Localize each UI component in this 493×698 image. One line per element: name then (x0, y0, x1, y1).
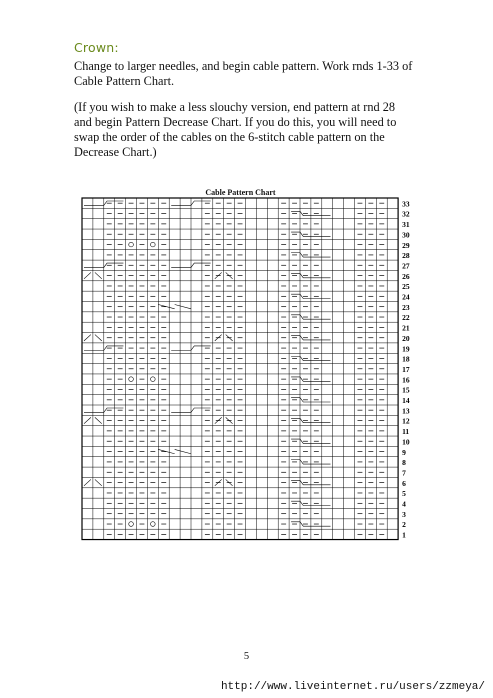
row-number: 10 (402, 437, 410, 447)
row-number: 12 (402, 416, 410, 426)
row-number: 13 (402, 406, 410, 416)
row-number: 4 (402, 499, 406, 509)
cable-pattern-chart (80, 196, 420, 546)
row-number: 18 (402, 354, 410, 364)
row-number: 28 (402, 251, 410, 261)
instructions-paragraph: Change to larger needles, and begin cable pattern. Work rnds 1-33 of Cable Pattern Chart. (74, 59, 413, 88)
row-number: 7 (402, 468, 406, 478)
row-number: 23 (402, 302, 410, 312)
chart-title: Cable Pattern Chart (205, 188, 276, 197)
row-number: 20 (402, 333, 410, 343)
section-heading: Crown: (74, 40, 119, 55)
row-number: 32 (402, 209, 410, 219)
row-number: 1 (402, 530, 406, 540)
row-number: 5 (402, 489, 406, 499)
row-number: 24 (402, 292, 410, 302)
row-number: 3 (402, 509, 406, 519)
row-number: 16 (402, 375, 410, 385)
row-number: 14 (402, 396, 410, 405)
row-number: 6 (402, 478, 406, 488)
row-number: 19 (402, 344, 410, 354)
row-number: 11 (402, 427, 410, 437)
footer-url[interactable]: http://www.liveinternet.ru/users/zzmeya/ (220, 681, 485, 693)
row-number: 33 (402, 199, 410, 209)
row-number: 29 (402, 240, 410, 250)
page-number: 5 (243, 651, 250, 662)
row-number: 2 (402, 520, 406, 530)
row-number: 30 (402, 230, 410, 240)
row-number: 22 (402, 313, 410, 323)
row-number: 31 (402, 220, 410, 230)
row-number: 15 (402, 385, 410, 395)
row-number: 17 (402, 364, 410, 374)
row-number: 8 (402, 458, 406, 468)
note-paragraph: (If you wish to make a less slouchy version, end pattern at rnd 28 and begin Pattern Decrease Chart. If you do this, you will need to swap the order of the cables on the 6-stitch cable pattern on the Decrease Chart.) (74, 100, 397, 159)
row-number: 27 (402, 261, 410, 271)
row-number: 21 (402, 323, 410, 333)
row-number: 9 (402, 447, 406, 457)
row-number: 25 (402, 282, 410, 292)
row-number: 26 (402, 271, 410, 281)
